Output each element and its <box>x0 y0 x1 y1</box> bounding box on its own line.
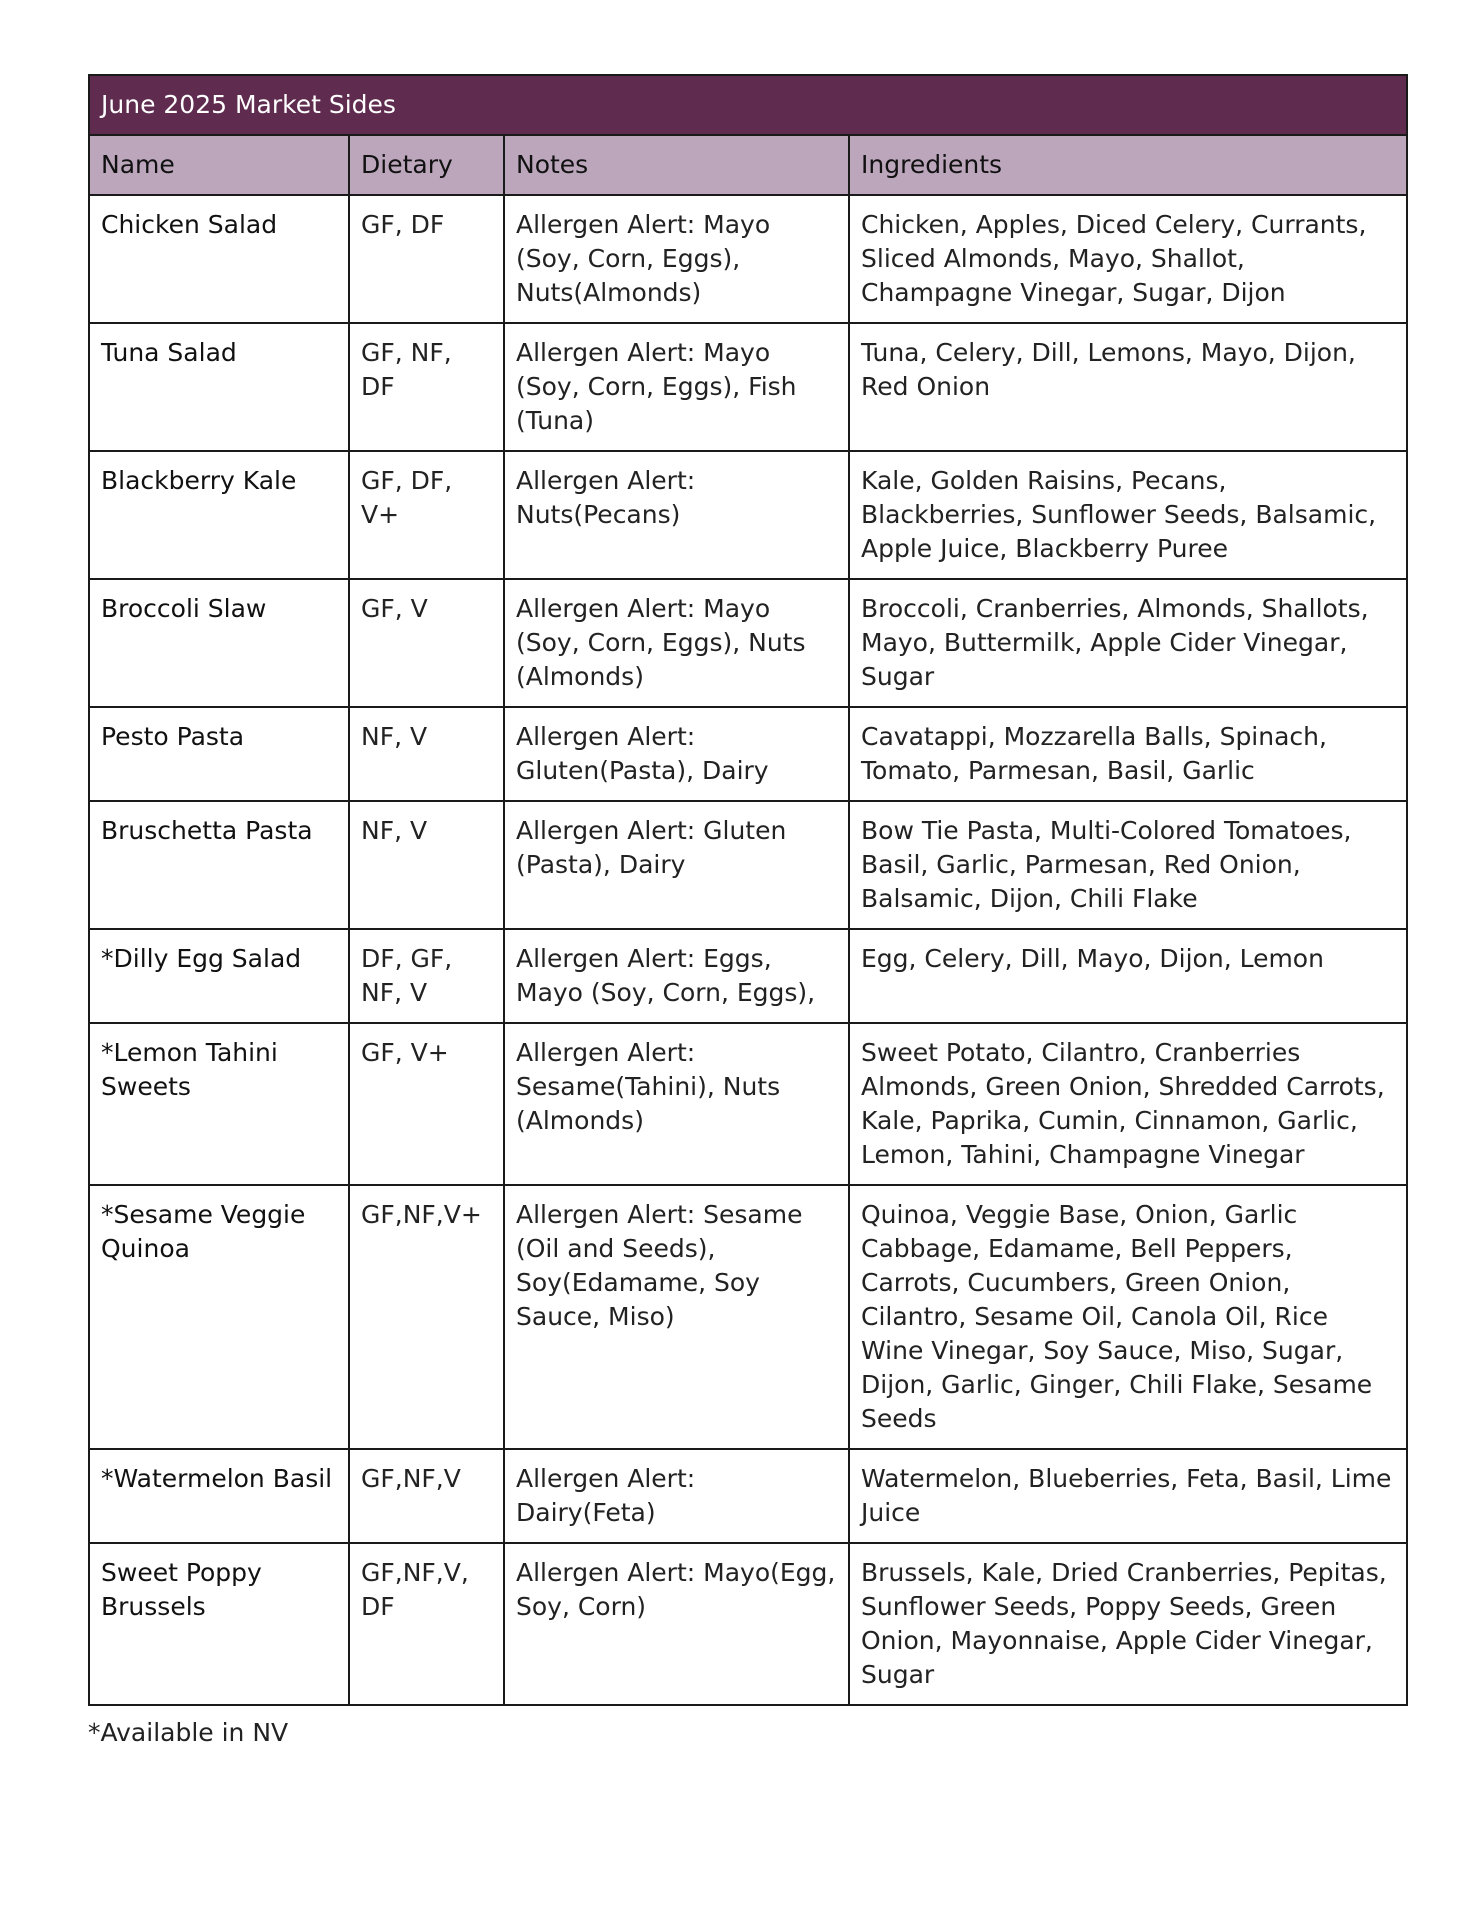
cell-ingredients: Bow Tie Pasta, Multi-Colored Tomatoes, Basil, Garlic, Parmesan, Red Onion, Balsamic, Dijon, Chili Flake <box>849 801 1407 929</box>
table-row <box>89 707 1407 801</box>
cell-ingredients: Chicken, Apples, Diced Celery, Currants, Sliced Almonds, Mayo, Shallot, Champagne Vinegar, Sugar, Dijon <box>849 195 1407 323</box>
cell-dietary: NF, V <box>349 707 504 801</box>
cell-dietary: DF, GF, NF, V <box>349 929 504 1023</box>
cell-notes: Allergen Alert: Sesame(Tahini), Nuts (Almonds) <box>504 1023 849 1185</box>
cell-notes: Allergen Alert: Mayo(Egg, Soy, Corn) <box>504 1543 849 1705</box>
cell-name: *Dilly Egg Salad <box>89 929 349 1023</box>
cell-name: Blackberry Kale <box>89 451 349 579</box>
cell-ingredients: Broccoli, Cranberries, Almonds, Shallots, Mayo, Buttermilk, Apple Cider Vinegar, Sugar <box>849 579 1407 707</box>
cell-dietary: GF, DF, V+ <box>349 451 504 579</box>
table-title: June 2025 Market Sides <box>89 75 1407 135</box>
cell-dietary: GF, V <box>349 579 504 707</box>
cell-ingredients: Brussels, Kale, Dried Cranberries, Pepitas, Sunflower Seeds, Poppy Seeds, Green Onion, Mayonnaise, Apple Cider Vinegar, Sugar <box>849 1543 1407 1705</box>
table-header-row <box>89 135 1407 195</box>
table-title-row <box>89 75 1407 135</box>
cell-name: *Sesame Veggie Quinoa <box>89 1185 349 1449</box>
table-row <box>89 579 1407 707</box>
cell-name: Pesto Pasta <box>89 707 349 801</box>
cell-notes: Allergen Alert: Eggs, Mayo (Soy, Corn, Eggs), <box>504 929 849 1023</box>
table-row <box>89 195 1407 323</box>
cell-name: Broccoli Slaw <box>89 579 349 707</box>
cell-ingredients: Tuna, Celery, Dill, Lemons, Mayo, Dijon, Red Onion <box>849 323 1407 451</box>
cell-name: Chicken Salad <box>89 195 349 323</box>
cell-ingredients: Egg, Celery, Dill, Mayo, Dijon, Lemon <box>849 929 1407 1023</box>
cell-name: Bruschetta Pasta <box>89 801 349 929</box>
header-ingredients: Ingredients <box>849 135 1407 195</box>
cell-notes: Allergen Alert: Mayo (Soy, Corn, Eggs), Nuts (Almonds) <box>504 579 849 707</box>
cell-notes: Allergen Alert: Sesame (Oil and Seeds), Soy(Edamame, Soy Sauce, Miso) <box>504 1185 849 1449</box>
table-row <box>89 323 1407 451</box>
cell-ingredients: Kale, Golden Raisins, Pecans, Blackberries, Sunflower Seeds, Balsamic, Apple Juice, Blackberry Puree <box>849 451 1407 579</box>
cell-dietary: GF,NF,V <box>349 1449 504 1543</box>
cell-dietary: GF, V+ <box>349 1023 504 1185</box>
table-row <box>89 451 1407 579</box>
table-row <box>89 929 1407 1023</box>
cell-notes: Allergen Alert: Gluten(Pasta), Dairy <box>504 707 849 801</box>
cell-notes: Allergen Alert: Dairy(Feta) <box>504 1449 849 1543</box>
cell-ingredients: Sweet Potato, Cilantro, Cranberries Almonds, Green Onion, Shredded Carrots, Kale, Paprika, Cumin, Cinnamon, Garlic, Lemon, Tahini, Champagne Vinegar <box>849 1023 1407 1185</box>
table-row <box>89 1023 1407 1185</box>
availability-footnote: *Available in NV <box>88 1718 289 1747</box>
cell-dietary: GF, DF <box>349 195 504 323</box>
cell-ingredients: Cavatappi, Mozzarella Balls, Spinach, Tomato, Parmesan, Basil, Garlic <box>849 707 1407 801</box>
cell-notes: Allergen Alert: Nuts(Pecans) <box>504 451 849 579</box>
document-page <box>88 74 1406 1706</box>
table-row <box>89 1543 1407 1705</box>
table-row <box>89 801 1407 929</box>
cell-dietary: GF,NF,V+ <box>349 1185 504 1449</box>
cell-notes: Allergen Alert: Gluten (Pasta), Dairy <box>504 801 849 929</box>
market-sides-table <box>88 74 1408 1706</box>
cell-ingredients: Quinoa, Veggie Base, Onion, Garlic Cabbage, Edamame, Bell Peppers, Carrots, Cucumbers, Green Onion, Cilantro, Sesame Oil, Canola Oil, Rice Wine Vinegar, Soy Sauce, Miso, Sugar, Dijon, Garlic, Ginger, Chili Flake, Sesame Seeds <box>849 1185 1407 1449</box>
table-row <box>89 1185 1407 1449</box>
cell-dietary: NF, V <box>349 801 504 929</box>
cell-notes: Allergen Alert: Mayo (Soy, Corn, Eggs), Nuts(Almonds) <box>504 195 849 323</box>
cell-name: *Watermelon Basil <box>89 1449 349 1543</box>
cell-ingredients: Watermelon, Blueberries, Feta, Basil, Lime Juice <box>849 1449 1407 1543</box>
cell-name: *Lemon Tahini Sweets <box>89 1023 349 1185</box>
cell-notes: Allergen Alert: Mayo (Soy, Corn, Eggs), Fish (Tuna) <box>504 323 849 451</box>
cell-name: Sweet Poppy Brussels <box>89 1543 349 1705</box>
header-notes: Notes <box>504 135 849 195</box>
header-dietary: Dietary <box>349 135 504 195</box>
cell-dietary: GF,NF,V, DF <box>349 1543 504 1705</box>
table-row <box>89 1449 1407 1543</box>
cell-name: Tuna Salad <box>89 323 349 451</box>
header-name: Name <box>89 135 349 195</box>
cell-dietary: GF, NF, DF <box>349 323 504 451</box>
